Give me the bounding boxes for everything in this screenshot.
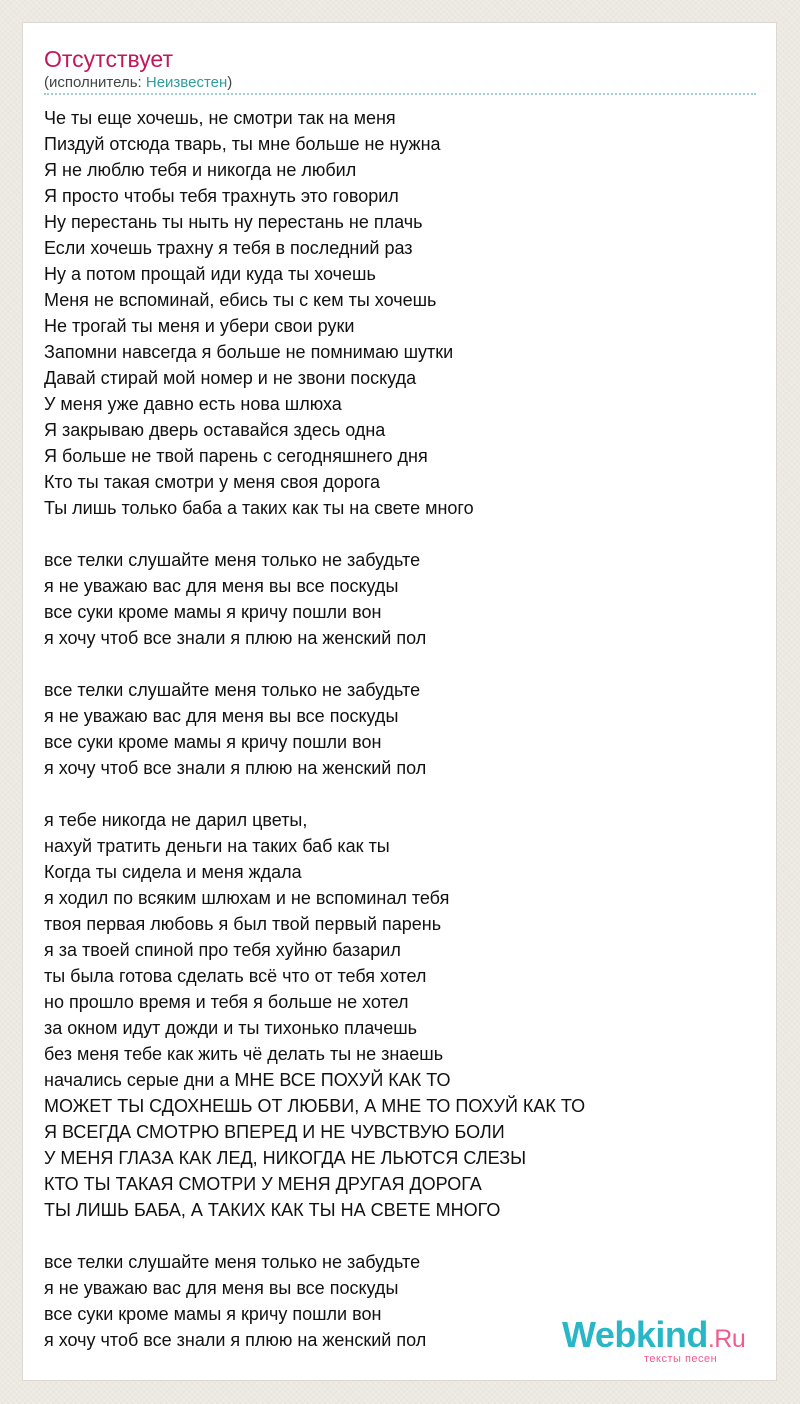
lyric-line: Я просто чтобы тебя трахнуть это говорил bbox=[44, 186, 399, 206]
lyric-line: все телки слушайте меня только не забудьте bbox=[44, 550, 421, 570]
lyric-line: Кто ты такая смотри у меня своя дорога bbox=[44, 472, 381, 492]
lyric-line: я хочу чтоб все знали я плюю на женский пол bbox=[44, 628, 427, 648]
artist-suffix: ) bbox=[227, 74, 233, 91]
lyric-line: я не уважаю вас для меня вы все поскуды bbox=[44, 1278, 399, 1298]
lyric-line: МОЖЕТ ТЫ СДОХНЕШЬ ОТ ЛЮБВИ, А МНЕ ТО ПОХУЙ КАК ТО bbox=[44, 1096, 586, 1116]
lyric-line: я тебе никогда не дарил цветы, bbox=[44, 810, 308, 830]
lyric-line: Давай стирай мой номер и не звони поскуда bbox=[44, 368, 417, 388]
logo-tagline: тексты песен bbox=[644, 1353, 718, 1365]
lyric-line: Меня не вспоминай, ебись ты с кем ты хочешь bbox=[44, 290, 437, 310]
lyric-line: все суки кроме мамы я кричу пошли вон bbox=[44, 1304, 382, 1324]
lyrics-card bbox=[22, 22, 777, 1381]
site-logo[interactable] bbox=[562, 1315, 782, 1365]
lyric-line: Ну перестань ты ныть ну перестань не плачь bbox=[44, 212, 423, 232]
lyric-blank-line bbox=[44, 521, 585, 547]
lyric-line: Пиздуй отсюда тварь, ты мне больше не нужна bbox=[44, 134, 441, 154]
lyric-line: твоя первая любовь я был твой первый парень bbox=[44, 914, 442, 934]
lyric-line: за окном идут дожди и ты тихонько плачешь bbox=[44, 1018, 418, 1038]
lyric-blank-line bbox=[44, 781, 585, 807]
lyric-line: У МЕНЯ ГЛАЗА КАК ЛЕД, НИКОГДА НЕ ЛЬЮТСЯ СЛЕЗЫ bbox=[44, 1148, 527, 1168]
lyric-line: я ходил по всяким шлюхам и не вспоминал тебя bbox=[44, 888, 450, 908]
lyric-line: все суки кроме мамы я кричу пошли вон bbox=[44, 602, 382, 622]
lyric-line: Не трогай ты меня и убери свои руки bbox=[44, 316, 355, 336]
lyric-line: КТО ТЫ ТАКАЯ СМОТРИ У МЕНЯ ДРУГАЯ ДОРОГА bbox=[44, 1174, 482, 1194]
lyric-line: все телки слушайте меня только не забудьте bbox=[44, 680, 421, 700]
lyric-line: я не уважаю вас для меня вы все поскуды bbox=[44, 576, 399, 596]
lyric-line: я хочу чтоб все знали я плюю на женский пол bbox=[44, 1330, 427, 1350]
song-title: Отсутствует bbox=[44, 46, 173, 72]
lyric-line: Запомни навсегда я больше не помнимаю шутки bbox=[44, 342, 454, 362]
lyrics-text bbox=[44, 105, 585, 1353]
lyric-line: Я закрываю дверь оставайся здесь одна bbox=[44, 420, 386, 440]
lyric-line: Ну а потом прощай иди куда ты хочешь bbox=[44, 264, 376, 284]
lyric-blank-line bbox=[44, 651, 585, 677]
lyric-line: ты была готова сделать всё что от тебя хотел bbox=[44, 966, 427, 986]
lyric-line: Я больше не твой парень с сегодняшнего дня bbox=[44, 446, 428, 466]
lyric-line: У меня уже давно есть нова шлюха bbox=[44, 394, 342, 414]
artist-link[interactable]: Неизвестен bbox=[145, 74, 228, 91]
lyric-line: начались серые дни а МНЕ ВСЕ ПОХУЙ КАК ТО bbox=[44, 1070, 451, 1090]
lyric-line: Когда ты сидела и меня ждала bbox=[44, 862, 302, 882]
lyric-blank-line bbox=[44, 1223, 585, 1249]
lyric-line: Я ВСЕГДА СМОТРЮ ВПЕРЕД И НЕ ЧУВСТВУЮ БОЛИ bbox=[44, 1122, 505, 1142]
lyric-line: но прошло время и тебя я больше не хотел bbox=[44, 992, 409, 1012]
lyric-line: я хочу чтоб все знали я плюю на женский пол bbox=[44, 758, 427, 778]
artist-line bbox=[44, 74, 232, 92]
logo-name: Webkind bbox=[562, 1314, 708, 1355]
lyric-line: ТЫ ЛИШЬ БАБА, А ТАКИХ КАК ТЫ НА СВЕТЕ МНОГО bbox=[44, 1200, 501, 1220]
artist-prefix: (исполнитель: bbox=[44, 74, 146, 91]
lyric-line: все телки слушайте меня только не забудьте bbox=[44, 1252, 421, 1272]
lyric-line: я за твоей спиной про тебя хуйню базарил bbox=[44, 940, 401, 960]
lyric-line: я не уважаю вас для меня вы все поскуды bbox=[44, 706, 399, 726]
lyric-line: Че ты еще хочешь, не смотри так на меня bbox=[44, 108, 396, 128]
lyric-line: Если хочешь трахну я тебя в последний раз bbox=[44, 238, 413, 258]
lyric-line: без меня тебе как жить чё делать ты не знаешь bbox=[44, 1044, 444, 1064]
lyric-line: все суки кроме мамы я кричу пошли вон bbox=[44, 732, 382, 752]
lyric-line: Ты лишь только баба а таких как ты на свете много bbox=[44, 498, 474, 518]
lyric-line: нахуй тратить деньги на таких баб как ты bbox=[44, 836, 390, 856]
title-divider bbox=[44, 93, 756, 95]
lyric-line: Я не люблю тебя и никогда не любил bbox=[44, 160, 357, 180]
logo-tld: .Ru bbox=[707, 1325, 746, 1353]
